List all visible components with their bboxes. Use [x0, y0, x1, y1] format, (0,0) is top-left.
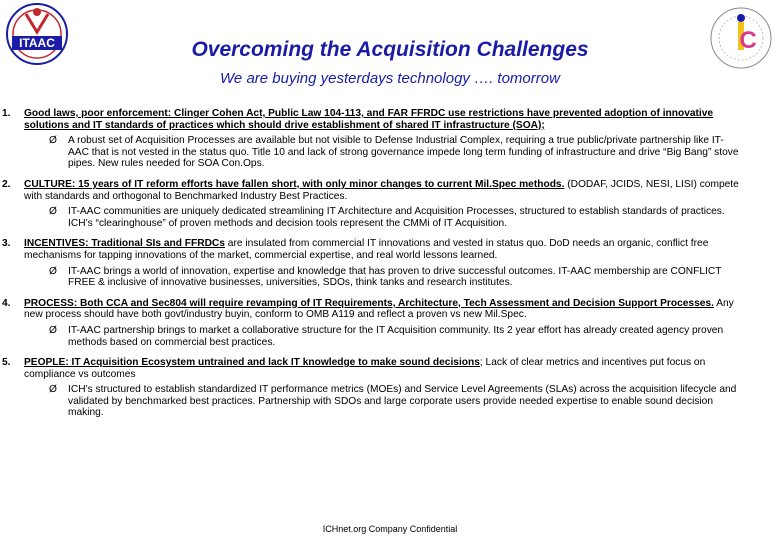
challenge-item-3 [0, 238, 740, 288]
itaac-logo-graphic [4, 2, 70, 66]
arrow-bullet-icon: Ø [49, 384, 57, 396]
arrow-bullet-icon: Ø [49, 265, 57, 277]
arrow-bullet-icon: Ø [49, 324, 57, 336]
item-number: 4. [2, 297, 11, 309]
item-rest: (DODAF, JCIDS, NESI, LISI) compete with standards and orthogonal to Benchmarked Industry Best Practices. [24, 178, 739, 202]
page-title: Overcoming the Acquisition Challenges [191, 38, 589, 61]
item-rest: ; Lack of clear metrics and incentives put focus on compliance vs outcomes [24, 357, 706, 380]
challenge-list [0, 108, 740, 428]
item-lead: INCENTIVES: Traditional SIs and FFRDCs [24, 238, 225, 250]
arrow-bullet-icon: Ø [49, 206, 57, 218]
item-paragraph [24, 298, 740, 321]
item-subpoint [24, 266, 740, 289]
item-paragraph [24, 357, 740, 380]
challenge-item-2 [0, 179, 740, 229]
challenge-item-5 [0, 357, 740, 419]
item-number: 2. [2, 178, 11, 190]
item-lead: PEOPLE: IT Acquisition Ecosystem untrained and lack IT knowledge to make sound decisions [24, 357, 480, 369]
item-number: 5. [2, 357, 11, 369]
ichnet-logo-graphic [708, 2, 774, 76]
subpoint-text: IT-AAC communities are uniquely dedicated streamlining IT Architecture and Acquisition Processes, structured to establish standards of practices. ICH’s “clearinghouse” of proven methods and decision tools represent the CMMi of IT Acquisition. [68, 206, 725, 229]
arrow-bullet-icon: Ø [49, 135, 57, 147]
challenge-item-4 [0, 298, 740, 348]
item-paragraph [24, 108, 740, 131]
item-paragraph [24, 179, 740, 202]
page-subtitle: We are buying yesterdays technology …. tomorrow [220, 70, 560, 87]
item-paragraph [24, 238, 740, 261]
item-subpoint [24, 135, 740, 170]
item-subpoint [24, 206, 740, 229]
itaac-logo-text: ITAAC [19, 36, 55, 50]
subpoint-text: A robust set of Acquisition Processes are available but not visible to Defense Industrial Complex, requiring a true public/private partnership like IT-AAC that is not vested in the status quo. Title 10 and lack of strong governance impede long term funding of infrastructure and drive “Big Bang” stove pipes. New rules needed for SOA Con.Ops. [68, 135, 739, 170]
item-lead: Good laws, poor enforcement: Clinger Cohen Act, Public Law 104-113, and FAR FFRDC use restrictions have prevented adoption of innovative solutions and IT standards of practices which should drive establishment of shared IT infrastructure (SOA); [24, 108, 714, 131]
item-subpoint [24, 384, 740, 419]
item-number: 1. [2, 108, 11, 119]
item-lead: PROCESS: Both CCA and Sec804 will require revamping of IT Requirements, Architecture, Tech Assessment and Decision Support Processes. [24, 297, 714, 309]
confidential-footer: ICHnet.org Company Confidential [322, 524, 458, 534]
challenge-item-1 [0, 108, 740, 170]
subpoint-text: ICH’s structured to establish standardized IT performance metrics (MOEs) and Service Level Agreements (SLAs) across the acquisition lifecycle and validated by benchmarked best practices. Partnership with SDOs and large corporate users provide needed expertise to enable sound decision making. [68, 384, 737, 419]
item-rest: Any new process should have both govt/industry buyin, conform to OMB A119 and reflect a proven vs new Mil.Spec. [24, 297, 734, 321]
item-number: 3. [2, 238, 11, 250]
item-subpoint [24, 325, 740, 348]
subpoint-text: IT-AAC brings a world of innovation, expertise and knowledge that has proven to drive successful outcomes. IT-AAC membership are CONFLICT FREE & inclusive of innovative businesses, universities, SDOs, think tanks and research institutes. [68, 265, 722, 289]
item-rest: are insulated from commercial IT innovations and vested in status quo. DoD needs an organic, conflict free mechanisms for tapping innovations of the market, commercial expertise, and real world lessons learned. [24, 238, 709, 261]
ichnet-logo [708, 2, 774, 76]
itaac-logo [4, 2, 70, 66]
item-lead: CULTURE: 15 years of IT reform efforts have fallen short, with only minor changes to current Mil.Spec methods. [24, 178, 565, 190]
subpoint-text: IT-AAC partnership brings to market a collaborative structure for the IT Acquisition community. Its 2 year effort has already created agency proven methods based on commercial best practices. [68, 324, 724, 348]
ichnet-logo-letter: C [739, 27, 757, 54]
